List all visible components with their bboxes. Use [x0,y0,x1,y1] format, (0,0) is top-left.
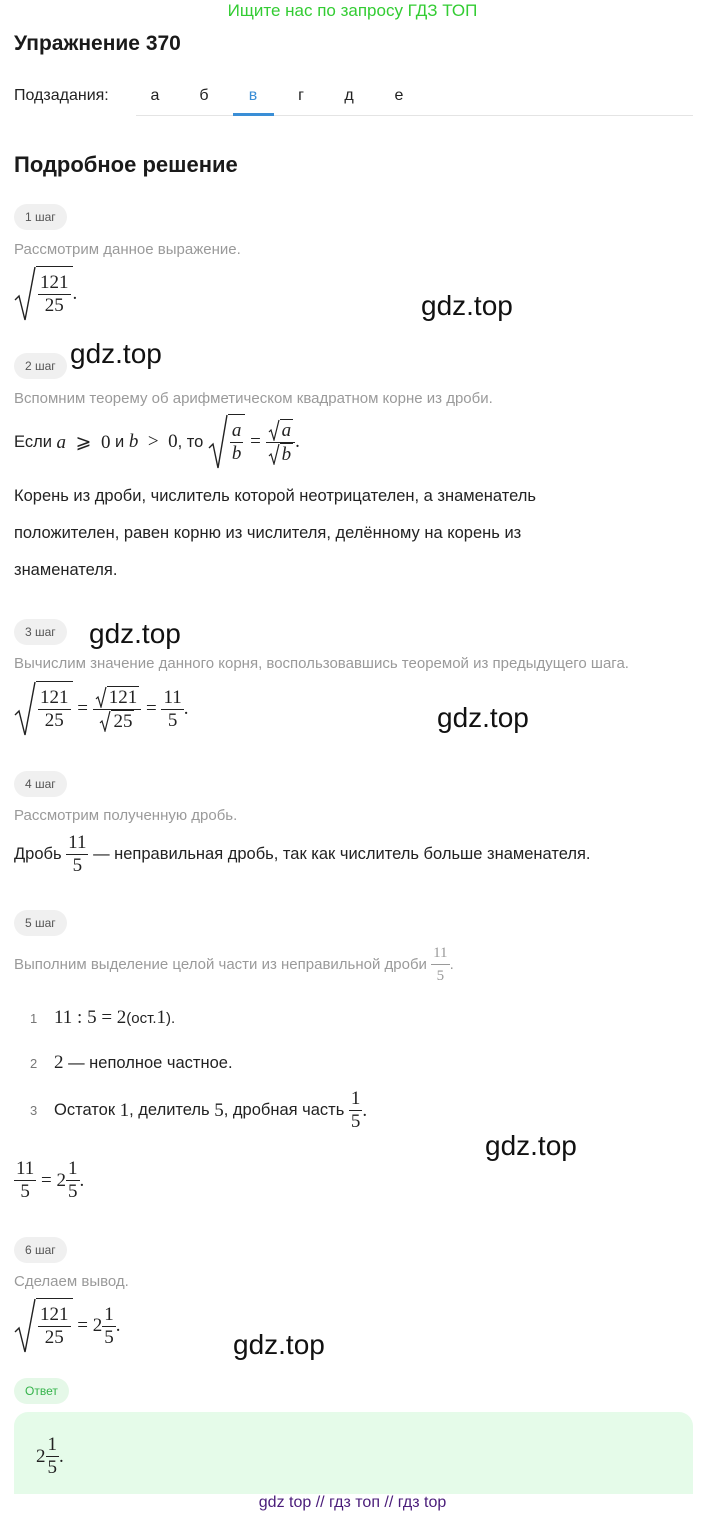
watermark: gdz.top [421,290,513,321]
tab-v[interactable]: в [248,87,258,104]
step-5-caption: Выполним выделение целой части из неправильной дроби $\frac{11}{5}$ . [14,942,454,987]
step-5-result: $\frac{11}{5}$ = 2 $\frac{1}{5}$ . [16,1158,85,1202]
step-1-math: $\frac{121}{25}$ . [14,266,77,322]
tab-g[interactable]: г [298,87,304,104]
tab-d[interactable]: д [344,87,354,104]
watermark: gdz.top [437,702,529,733]
answer-value: 2 $\frac{1}{5}$ . [36,1434,64,1478]
tab-e[interactable]: е [394,87,404,104]
answer-box [14,1412,693,1494]
step-1-caption: Рассмотрим данное выражение. [14,241,241,258]
watermark: gdz.top [89,618,181,649]
step-2-caption: Вспомним теорему об арифметическом квадратном корне из дроби. [14,390,493,407]
answer-badge: Ответ [14,1378,69,1404]
watermark: gdz.top [485,1130,577,1161]
step-5-badge: 5 шаг [14,910,67,936]
active-tab-indicator [233,113,274,116]
list-item: 3 Остаток 1 , делитель 5 , дробная часть $\frac{1}{5}$ . [30,1088,368,1132]
step-3-caption: Вычислим значение данного корня, воспользовавшись теоремой из предыдущего шага. [14,655,629,672]
sqrt-symbol: $\frac{a}{b}$ [208,414,246,470]
promo-banner: Ищите нас по запросу ГДЗ ТОП [227,1,478,20]
list-item: 1 11 : 5 = 2 (ост. 1 ). [30,1007,176,1028]
step-4-caption: Рассмотрим полученную дробь. [14,807,238,824]
subtasks-label: Подзадания: [14,87,109,104]
step-2-paragraph: Корень из дроби, числитель которой неотрицателен, а знаменатель положителен, равен корню из числителя, делённому на корень из знаменателя. [14,487,536,579]
section-title: Подробное решение [14,152,238,177]
sqrt-symbol: $\frac{121}{25}$ [14,266,73,322]
step-3-math: $\frac{121}{25}$ = $\frac{121}{25}$ = $\frac{11}{5}$ . [14,681,188,737]
tab-a[interactable]: а [150,87,160,104]
step-6-math: $\frac{121}{25}$ = 2 $\frac{1}{5}$ . [14,1298,120,1354]
page-title: Упражнение 370 [14,32,181,55]
tabs-divider [136,115,693,116]
step-6-caption: Сделаем вывод. [14,1273,129,1290]
watermark: gdz.top [70,338,162,369]
step-2-badge: 2 шаг [14,353,67,379]
watermark: gdz.top [233,1329,325,1360]
step-4-badge: 4 шаг [14,771,67,797]
step-4-text: Дробь $\frac{11}{5}$ — неправильная дробь, так как числитель больше знаменателя. [14,832,591,876]
step-3-badge: 3 шаг [14,619,67,645]
step-2-rule: Если a ⩾ 0 и b > 0 , то $\frac{a}{b}$ = $\frac{a}{b}$ . [14,414,300,470]
list-item: 2 2 — неполное частное. [30,1052,233,1073]
footer-links[interactable]: gdz top // гдз топ // гдз top [258,1494,447,1511]
step-6-badge: 6 шаг [14,1237,67,1263]
step-1-badge: 1 шаг [14,204,67,230]
tab-b[interactable]: б [199,87,209,104]
